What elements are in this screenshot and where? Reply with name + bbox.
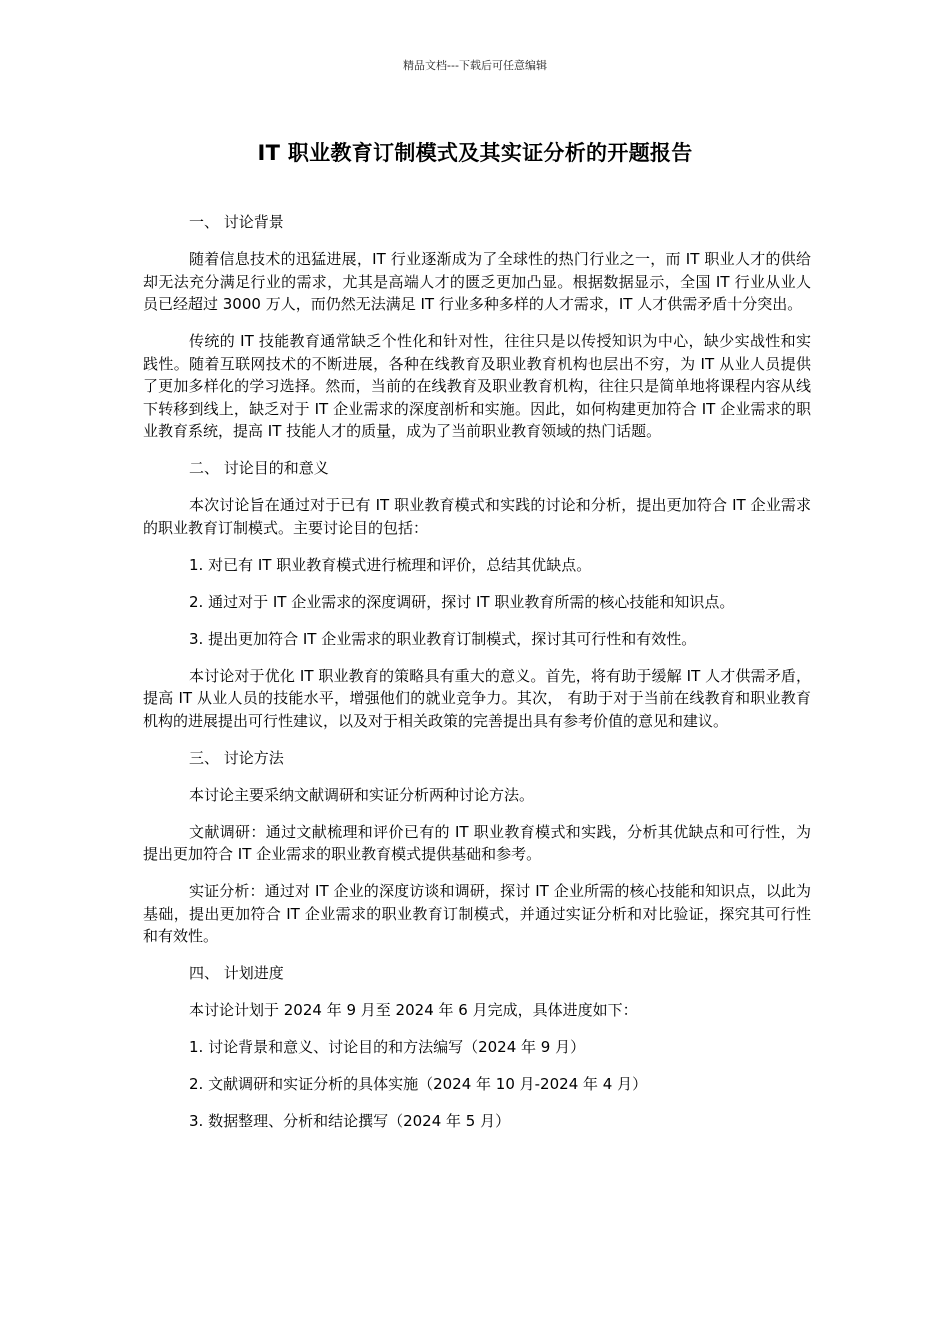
paragraph-background-2: 传统的 IT 技能教育通常缺乏个性化和针对性，往往只是以传授知识为中心，缺少实战性和实践性。随着互联网技术的不断进展，各种在线教育及职业教育机构也层出不穷，为 IT 从业人员提供了更加多样化的学习选择。然而，当前的在线教育及职业教育机构，往往只是简单地将课程内容从线下转移到线上，缺乏对于 IT 企业需求的深度剖析和实施。因此，如何构建更加符合 IT 企业需求的职业教育系统，提高 IT 技能人才的质量，成为了当前职业教育领域的热门话题。 <box>143 332 811 440</box>
paragraph-schedule-intro: 本讨论计划于 2024 年 9 月至 2024 年 6 月完成，具体进度如下： <box>189 1001 638 1019</box>
paragraph-significance: 本讨论对于优化 IT 职业教育的策略具有重大的意义。首先，将有助于缓解 IT 人才供需矛盾，提高 IT 从业人员的技能水平，增强他们的就业竞争力。其次， 有助于对于当前在线教育和职业教育机构的进展提出可行性建议，以及对于相关政策的完善提出具有参考价值的意见和建议。 <box>143 666 811 730</box>
paragraph-background-1: 随着信息技术的迅猛进展，IT 行业逐渐成为了全球性的热门行业之一，而 IT 职业人才的供给却无法充分满足行业的需求，尤其是高端人才的匮乏更加凸显。根据数据显示，全国 IT 行业从业人员已经超过 3000 万人，而仍然无法满足 IT 行业多种多样的人才需求，IT 人才供需矛盾十分突出。 <box>143 250 811 313</box>
list-item-schedule-1: 1. 讨论背景和意义、讨论目的和方法编写（2024 年 9 月） <box>189 1038 586 1056</box>
document-title: IT 职业教育订制模式及其实证分析的开题报告 <box>257 141 693 165</box>
list-item-purpose-3: 3. 提出更加符合 IT 企业需求的职业教育订制模式，探讨其可行性和有效性。 <box>189 629 697 648</box>
section-heading-purpose: 二、 讨论目的和意义 <box>189 459 329 477</box>
paragraph-method-empirical: 实证分析：通过对 IT 企业的深度访谈和调研，探讨 IT 企业所需的核心技能和知识点，以此为基础，提出更加符合 IT 企业需求的职业教育订制模式，并通过实证分析和对比验证，探究其可行性和有效性。 <box>143 882 811 945</box>
document-body <box>143 211 811 1147</box>
paragraph-method-literature: 文献调研：通过文献梳理和评价已有的 IT 职业教育模式和实践，分析其优缺点和可行性，为提出更加符合 IT 企业需求的职业教育模式提供基础和参考。 <box>143 822 811 863</box>
section-heading-background: 一、 讨论背景 <box>189 213 284 231</box>
list-item-schedule-3: 3. 数据整理、分析和结论撰写（2024 年 5 月） <box>189 1112 511 1130</box>
section-heading-schedule: 四、 计划进度 <box>189 964 284 982</box>
list-item-purpose-1: 1. 对已有 IT 职业教育模式进行梳理和评价，总结其优缺点。 <box>189 555 592 574</box>
list-item-purpose-2: 2. 通过对于 IT 企业需求的深度调研，探讨 IT 职业教育所需的核心技能和知识点。 <box>189 592 735 611</box>
paragraph-method-intro: 本讨论主要采纳文献调研和实证分析两种讨论方法。 <box>189 785 535 804</box>
paragraph-purpose-intro: 本次讨论旨在通过对于已有 IT 职业教育模式和实践的讨论和分析，提出更加符合 IT 企业需求的职业教育订制模式。主要讨论目的包括： <box>143 496 811 537</box>
page-header-watermark: 精品文档---下载后可任意编辑 <box>403 59 547 72</box>
list-item-schedule-2: 2. 文献调研和实证分析的具体实施（2024 年 10 月-2024 年 4 月） <box>189 1075 648 1093</box>
section-heading-method: 三、 讨论方法 <box>189 748 284 767</box>
